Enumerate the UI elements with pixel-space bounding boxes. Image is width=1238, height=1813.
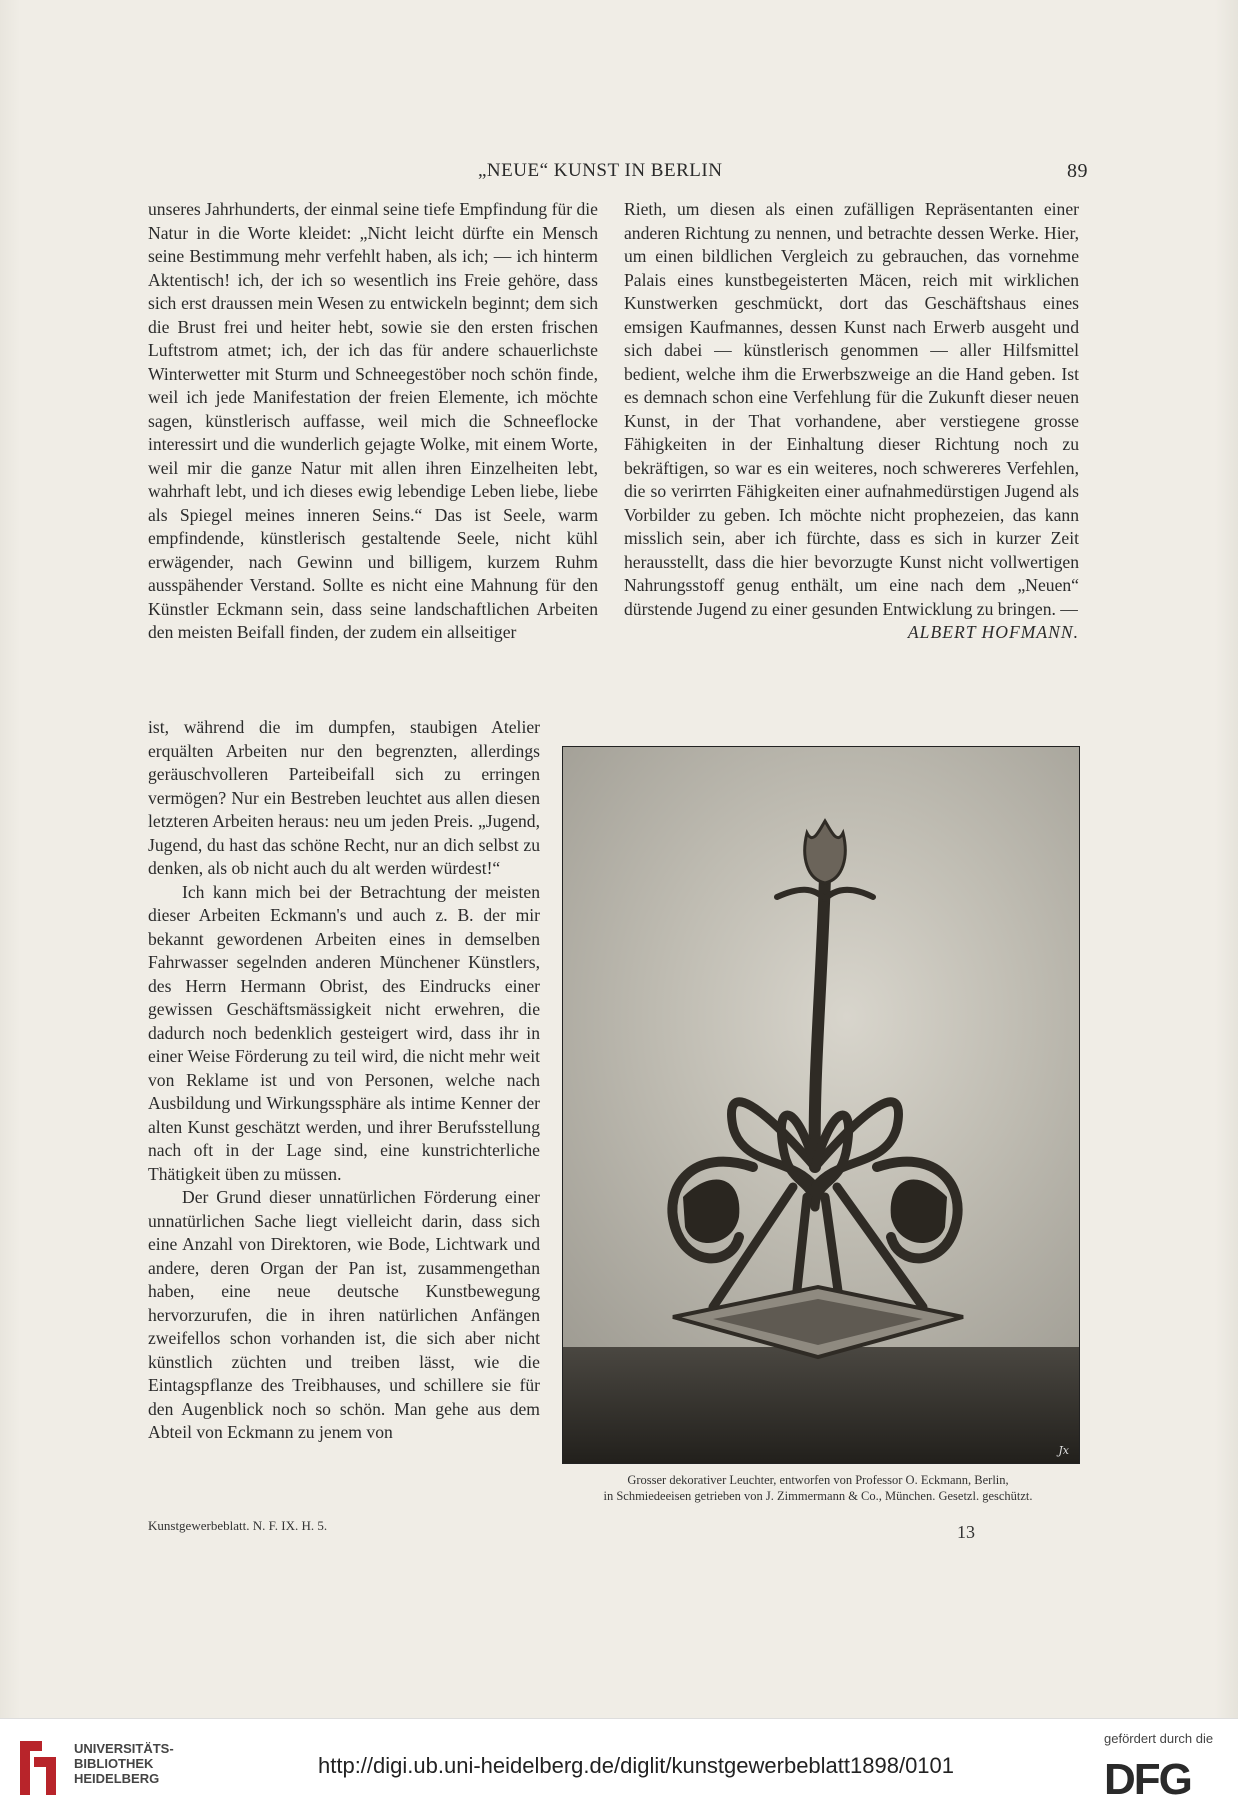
candlestick-photograph — [562, 746, 1080, 1464]
library-name[interactable] — [74, 1741, 174, 1786]
journal-footer: Kunstgewerbeblatt. N. F. IX. H. 5. — [148, 1518, 328, 1533]
left-column-top — [148, 198, 598, 645]
right-column — [624, 198, 1079, 645]
library-name-line: UNIVERSITÄTS- — [74, 1741, 174, 1756]
paragraph: Rieth, um diesen als einen zufälligen Repräsentanten einer anderen Richtung zu nennen, und betrachte dessen Werke. Hier, um einen bildlichen Vergleich zu gebrauchen, das vornehme Palais eines kunstbegeisterten Mäcen, reich mit wirklichen Kunstwerken geschmückt, dort das Geschäftshaus eines emsigen Kaufmannes, dessen Kunst nach Erwerb ausgeht und sich dabei — künstlerisch genommen — aller Hilfsmittel bedient, welche ihm die Erwerbszweige an die Hand geben. Ist es demnach schon eine Verfehlung für die Zukunft dieser neuen Kunst, in der That vorhandene, aber verstiegene grosse Fähigkeiten in der Einhaltung dieser Richtung noch zu bekräftigen, so war es ein weiteres, noch schwereres Verfehlen, die so verirrten Fähigkeiten einer aufnahmedürstigen Jugend als Vorbilder zu geben. Ich möchte nicht prophezeien, das kann misslich sein, aber ich fürchte, dass es sich in kurzer Zeit herausstellt, dass die hier bevorzugte Kunst nicht vollwertigen Nahrungsstoff genug enthält, um eine nach dem „Neuen“ dürstende Jugend zu einer gesunden Entwicklung zu bringen. — — [624, 199, 1079, 619]
candlestick-illustration — [563, 747, 1079, 1463]
permalink-url[interactable]: http://digi.ub.uni-heidelberg.de/diglit/kunstgewerbeblatt1898/0101 — [318, 1753, 955, 1778]
paragraph: unseres Jahrhunderts, der einmal seine tiefe Empfindung für die Natur in die Worte kleidet: „Nicht leicht dürfte ein Mensch seine Bestimmung mehr verfehlt haben, als ich; — ich hinterm Aktentisch! ich, der ich so wesentlich ins Freie gehöre, dass sich erst draussen mein Wesen zu entwickeln beginnt; dem sich die Brust frei und heiter hebt, sowie sie den ersten frischen Luftstrom atmet; ich, der ich das für andere schauerlichste Winterwetter mit Sturm und Schneegestöber noch schön finde, weil ich jede Manifestation der freien Elemente, ich möchte sagen, künstlerisch auffasse, weil mich die Schneeflocke interessirt und die wunderlich gejagte Wolke, mit einem Worte, weil mir die ganze Natur mit allen ihren Einzelheiten lebt, wahrhaft lebt, und ich dieses ewig lebendige Leben liebe, liebe als Spiegel meines inneren Seins.“ Das ist Seele, warm empfindende, künstlerisch gestaltende Seele, nicht kühl erwägender, nach Gewinn und billigem, kurzem Ruhm ausspähender Verstand. Sollte es nicht eine Mahnung für den Künstler Eckmann sein, dass seine landschaftlichen Arbeiten den meisten Beifall finden, der zudem ein allseitiger — [148, 199, 598, 642]
library-name-line: BIBLIOTHEK — [74, 1756, 154, 1771]
page-number: 89 — [1067, 160, 1088, 182]
paragraph: ist, während die im dumpfen, staubigen Atelier erquälten Arbeiten nur den begrenzten, allerdings geräuschvolleren Parteibeifall sich zu erringen vermögen? Nur ein Bestreben leuchtet aus allen diesen letzteren Arbeiten heraus: neu um jeden Preis. „Jugend, Jugend, du hast das schöne Recht, nur an dich selbst zu denken, als ob nicht auch du alt werden würdest!“ — [148, 717, 540, 878]
running-title: „NEUE“ KUNST IN BERLIN — [478, 160, 723, 181]
caption-line: Grosser dekorativer Leuchter, entworfen von Professor O. Eckmann, Berlin, — [627, 1473, 1009, 1487]
left-column-narrow — [148, 716, 540, 1445]
dfg-logo[interactable]: DFG — [1104, 1755, 1191, 1804]
library-name-line: HEIDELBERG — [74, 1771, 160, 1786]
paragraph: Der Grund dieser unnatürlichen Förderung einer unnatürlichen Sache liegt vielleicht darin, dass sich eine Anzahl von Direktoren, wie Bode, Lichtwark und andere, deren Organ der Pan ist, zusammengethan haben, eine neue deutsche Kunstbewegung hervorzurufen, die in ihren natürlichen Anfängen zweifellos schon vorhanden ist, die sich aber nicht künstlich züchten und treiben lässt, wie die Eintagspflanze des Treibhauses, und schillere sie für den Augenblick noch so schön. Man gehe aus dem Abteil von Eckmann zu jenem von — [148, 1187, 540, 1442]
author-signature: ALBERT HOFMANN. — [907, 622, 1079, 642]
figure-caption — [552, 1472, 1084, 1504]
running-header — [148, 160, 1088, 186]
university-library-logo-icon[interactable] — [12, 1733, 64, 1803]
viewer-footer-bar — [0, 1718, 1238, 1813]
paragraph: Ich kann mich bei der Betrachtung der meisten dieser Arbeiten Eckmann's und auch z. B. der mir bekannt gewordenen Arbeiten eines in demselben Fahrwasser segelnden anderen Münchener Künstlers, des Herrn Hermann Obrist, des Eindrucks einer gewissen Geschäftsmässigkeit nicht erwehren, die dadurch noch bedenklich gesteigert wird, dass ihr in einer Weise Förderung zu teil wird, die nicht mehr weit von Reklame ist und von Personen, welche nach Ausbildung und Wirkungssphäre als intime Kenner der alten Kunst geschätzt werden, und ihrer Berufsstellung nach oft in der Lage sind, eine kunstrichterliche Thätigkeit üben zu müssen. — [148, 881, 540, 1184]
caption-line: in Schmiedeeisen getrieben von J. Zimmermann & Co., München. Gesetzl. geschützt. — [603, 1489, 1033, 1503]
photographer-monogram: Jx — [1058, 1444, 1069, 1457]
signature-mark: 13 — [957, 1522, 975, 1542]
funding-text: gefördert durch die — [1104, 1731, 1214, 1746]
